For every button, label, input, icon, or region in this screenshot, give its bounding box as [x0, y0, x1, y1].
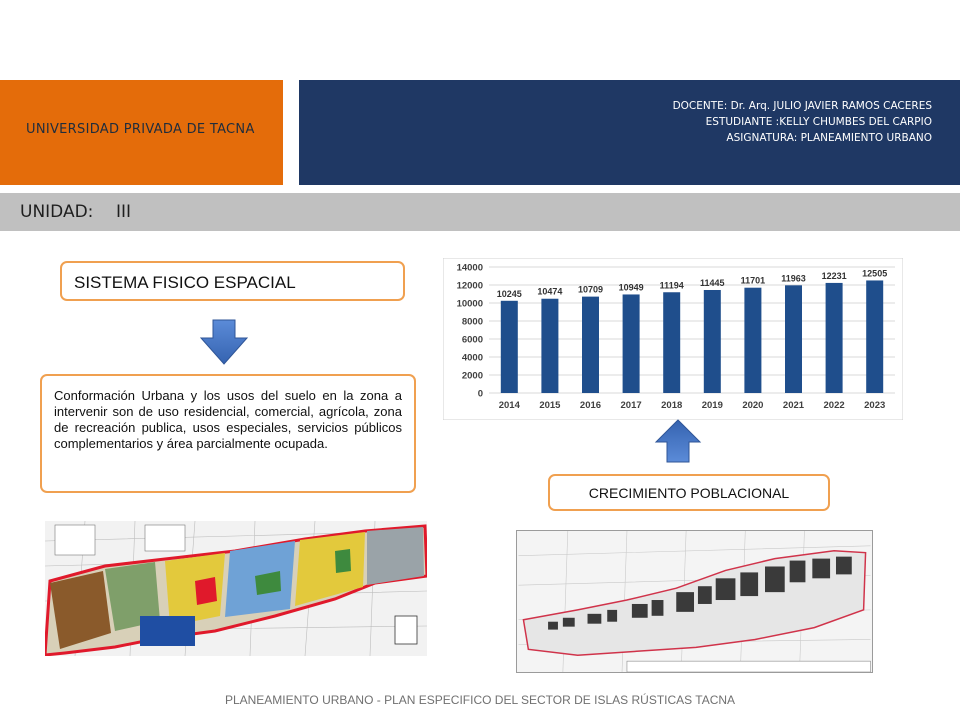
bar — [501, 301, 518, 393]
estudiante-line: ESTUDIANTE :KELLY CHUMBES DEL CARPIO — [705, 116, 932, 128]
bar — [704, 290, 721, 393]
asignatura-line: ASIGNATURA: PLANEAMIENTO URBANO — [726, 132, 932, 144]
population-chart — [443, 258, 903, 420]
description-box — [40, 374, 416, 493]
up-arrow-icon — [654, 418, 702, 464]
x-tick-label: 2022 — [823, 400, 845, 411]
y-tick-label: 10000 — [456, 298, 483, 310]
x-tick-label: 2015 — [539, 400, 561, 411]
data-label: 12505 — [862, 268, 888, 279]
section-title: SISTEMA FISICO ESPACIAL — [74, 273, 296, 292]
course-info-banner — [299, 80, 960, 185]
x-tick-label: 2014 — [498, 400, 520, 411]
bar — [785, 285, 802, 393]
data-label: 10245 — [496, 288, 522, 299]
bar — [826, 283, 843, 393]
data-label: 11701 — [740, 275, 766, 286]
description-text: Conformación Urbana y los usos del suelo en la zona a intervenir son de uso residencial, comercial, agrícola, zona de recreación publica, usos especiales, servicios públicos complementarios y área parcialmente ocupada. — [54, 388, 402, 451]
growth-label: CRECIMIENTO POBLACIONAL — [588, 485, 790, 501]
university-name: UNIVERSIDAD PRIVADA DE TACNA — [26, 122, 255, 137]
bar — [866, 280, 883, 393]
unit-bar — [0, 193, 960, 231]
y-tick-label: 0 — [477, 388, 483, 400]
x-tick-label: 2017 — [620, 400, 642, 411]
data-label: 10709 — [577, 284, 604, 295]
bar — [663, 292, 680, 393]
growth-label-box — [548, 474, 830, 511]
bar — [541, 299, 558, 393]
x-tick-label: 2023 — [864, 400, 886, 411]
data-label: 11194 — [659, 280, 684, 291]
y-tick-label: 8000 — [461, 316, 483, 328]
university-banner — [0, 80, 283, 185]
land-use-map — [45, 521, 427, 656]
data-label: 11445 — [700, 277, 725, 288]
down-arrow-icon — [199, 318, 249, 366]
bar — [744, 288, 761, 393]
sector-plan-map — [516, 530, 873, 673]
unit-value: III — [116, 202, 132, 222]
bar — [623, 294, 640, 393]
y-tick-label: 14000 — [456, 262, 483, 274]
y-tick-label: 2000 — [461, 370, 483, 382]
x-tick-label: 2021 — [782, 400, 805, 411]
data-label: 10949 — [618, 282, 644, 293]
x-tick-label: 2016 — [579, 400, 602, 411]
docente-line: DOCENTE: Dr. Arq. JULIO JAVIER RAMOS CACERES — [672, 100, 932, 112]
bar — [582, 297, 599, 393]
x-tick-label: 2019 — [701, 400, 723, 411]
section-title-box — [60, 261, 405, 301]
x-tick-label: 2020 — [742, 400, 764, 411]
y-tick-label: 12000 — [456, 280, 483, 292]
data-label: 12231 — [821, 270, 847, 281]
data-label: 11963 — [781, 273, 806, 284]
x-tick-label: 2018 — [661, 400, 683, 411]
unit-label: UNIDAD: — [20, 202, 94, 222]
data-label: 10474 — [537, 286, 563, 297]
y-tick-label: 4000 — [461, 352, 483, 364]
footer-text: PLANEAMIENTO URBANO - PLAN ESPECIFICO DEL SECTOR DE ISLAS RÚSTICAS TACNA — [224, 693, 736, 707]
y-tick-label: 6000 — [461, 334, 483, 346]
